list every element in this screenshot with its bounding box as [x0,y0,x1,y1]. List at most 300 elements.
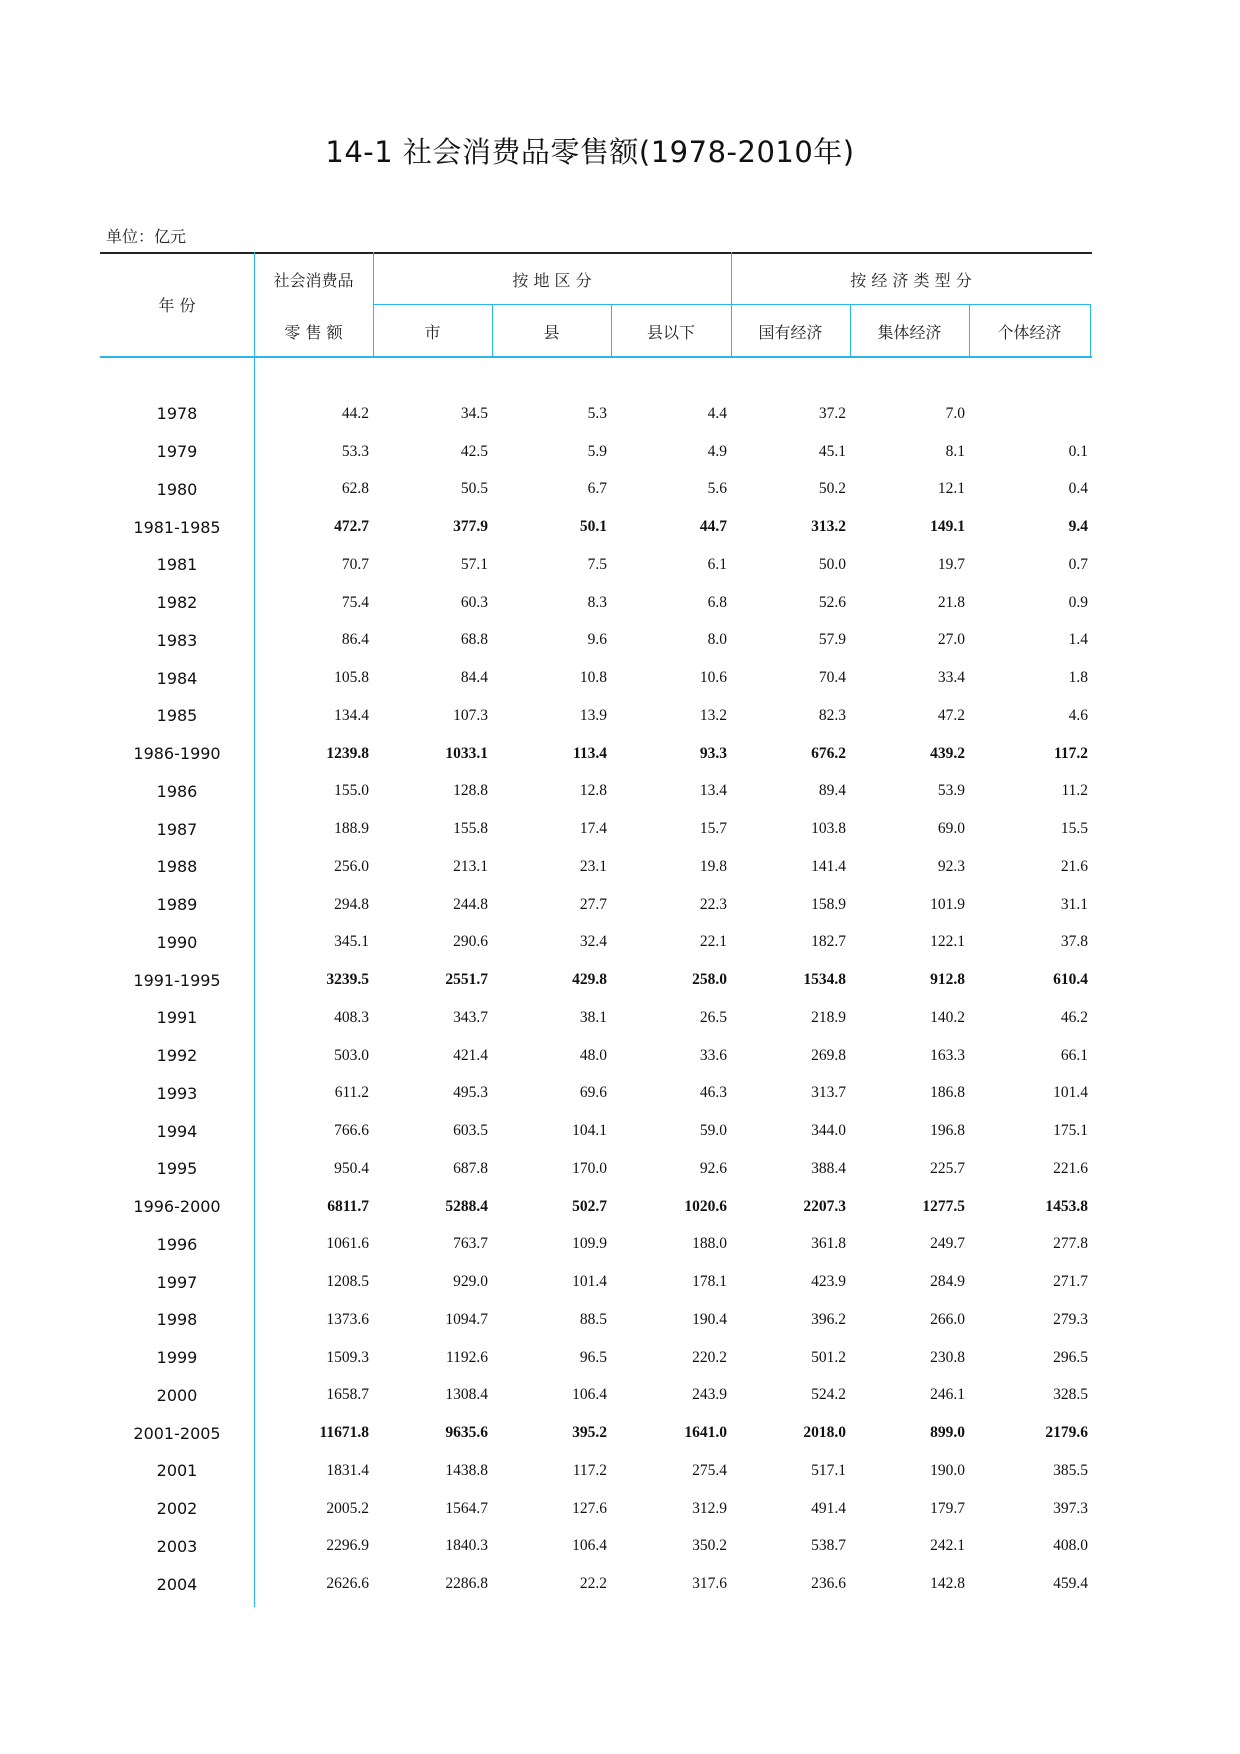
year-cell: 1980 [156,479,198,499]
table-row [100,886,1092,924]
header-county: 县 [543,323,560,342]
individual-cell: 1453.8 [1045,1197,1088,1215]
city-cell: 2286.8 [445,1575,488,1593]
state-owned-cell: 50.0 [818,555,846,573]
individual-cell: 1.4 [1068,631,1088,649]
below-county-cell: 190.4 [692,1310,727,1328]
city-cell: 763.7 [453,1235,488,1253]
collective-cell: 8.1 [945,442,965,460]
collective-cell: 53.9 [937,782,965,800]
year-cell: 1996-2000 [133,1197,221,1217]
collective-cell: 163.3 [930,1046,965,1064]
individual-cell: 397.3 [1053,1499,1088,1517]
year-cell: 1978 [156,404,198,424]
collective-cell: 899.0 [930,1424,965,1442]
below-county-cell: 6.8 [707,593,727,611]
state-owned-cell: 37.2 [818,404,846,422]
header-below-county: 县以下 [646,323,695,342]
city-cell: 495.3 [453,1084,488,1102]
collective-cell: 92.3 [937,857,965,875]
year-cell: 1994 [156,1121,198,1141]
collective-cell: 12.1 [937,480,965,498]
year-cell: 1981 [156,555,198,575]
state-owned-cell: 57.9 [818,631,846,649]
table-row [100,1150,1092,1188]
county-cell: 109.9 [572,1235,607,1253]
individual-cell: 296.5 [1053,1348,1088,1366]
individual-cell: 15.5 [1060,820,1088,838]
county-cell: 9.6 [587,631,607,649]
county-cell: 48.0 [579,1046,607,1064]
table-row [100,395,1092,433]
county-cell: 395.2 [572,1424,607,1442]
header-year: 年 份 [158,296,196,315]
header-divider [1090,304,1091,356]
below-county-cell: 4.9 [707,442,727,460]
below-county-cell: 178.1 [692,1273,727,1291]
county-cell: 106.4 [572,1537,607,1555]
total-retail-cell: 6811.7 [327,1197,369,1215]
table-row [100,1565,1092,1603]
individual-cell: 9.4 [1068,518,1088,536]
county-cell: 13.9 [579,706,607,724]
collective-cell: 47.2 [937,706,965,724]
total-retail-cell: 950.4 [334,1159,369,1177]
city-cell: 1564.7 [445,1499,488,1517]
state-owned-cell: 396.2 [811,1310,846,1328]
page-title: 14-1 社会消费品零售额(1978-2010年) [325,135,855,169]
data-table [100,395,1092,1603]
city-cell: 213.1 [453,857,488,875]
table-row [100,773,1092,811]
total-retail-cell: 766.6 [334,1122,369,1140]
year-cell: 1987 [156,819,198,839]
collective-cell: 69.0 [937,820,965,838]
county-cell: 8.3 [587,593,607,611]
state-owned-cell: 491.4 [811,1499,846,1517]
collective-cell: 249.7 [930,1235,965,1253]
year-cell: 1992 [156,1046,198,1066]
state-owned-cell: 82.3 [818,706,846,724]
city-cell: 421.4 [453,1046,488,1064]
below-county-cell: 258.0 [692,971,727,989]
year-cell: 1986-1990 [133,744,221,764]
below-county-cell: 13.4 [699,782,727,800]
individual-cell: 0.1 [1068,442,1088,460]
table-row [100,1452,1092,1490]
below-county-cell: 243.9 [692,1386,727,1404]
header-bottom-rule [100,356,1092,358]
year-cell: 2003 [156,1536,198,1556]
city-cell: 343.7 [453,1008,488,1026]
individual-cell: 4.6 [1068,706,1088,724]
county-cell: 127.6 [572,1499,607,1517]
individual-cell [969,395,1092,433]
total-retail-cell: 62.8 [341,480,369,498]
collective-cell: 439.2 [930,744,965,762]
header-city: 市 [424,323,441,342]
below-county-cell: 15.7 [699,820,727,838]
state-owned-cell: 361.8 [811,1235,846,1253]
individual-cell: 46.2 [1060,1008,1088,1026]
year-cell: 1981-1985 [133,517,221,537]
city-cell: 603.5 [453,1122,488,1140]
individual-cell: 277.8 [1053,1235,1088,1253]
city-cell: 377.9 [453,518,488,536]
table-row [100,924,1092,962]
year-cell: 1995 [156,1159,198,1179]
state-owned-cell: 423.9 [811,1273,846,1291]
city-cell: 1308.4 [445,1386,488,1404]
county-cell: 429.8 [572,971,607,989]
state-owned-cell: 313.7 [811,1084,846,1102]
total-retail-cell: 53.3 [341,442,369,460]
county-cell: 106.4 [572,1386,607,1404]
individual-cell: 610.4 [1053,971,1088,989]
table-row [100,433,1092,471]
year-cell: 1988 [156,857,198,877]
below-county-cell: 93.3 [699,744,727,762]
individual-cell: 271.7 [1053,1273,1088,1291]
total-retail-cell: 503.0 [334,1046,369,1064]
year-cell: 1996 [156,1234,198,1254]
state-owned-cell: 388.4 [811,1159,846,1177]
table-row [100,546,1092,584]
collective-cell: 33.4 [937,669,965,687]
county-cell: 6.7 [587,480,607,498]
total-retail-cell: 86.4 [341,631,369,649]
individual-cell: 117.2 [1053,744,1088,762]
state-owned-cell: 182.7 [811,933,846,951]
collective-cell: 27.0 [937,631,965,649]
city-cell: 68.8 [460,631,488,649]
city-cell: 2551.7 [445,971,488,989]
state-owned-cell: 344.0 [811,1122,846,1140]
year-cell: 1985 [156,706,198,726]
below-county-cell: 8.0 [707,631,727,649]
header-individual: 个体经济 [997,323,1062,342]
below-county-cell: 46.3 [699,1084,727,1102]
individual-cell: 37.8 [1060,933,1088,951]
state-owned-cell: 2018.0 [803,1424,846,1442]
individual-cell: 11.2 [1061,782,1088,800]
state-owned-cell: 676.2 [811,744,846,762]
individual-cell: 2179.6 [1045,1424,1088,1442]
state-owned-cell: 2207.3 [803,1197,846,1215]
city-cell: 42.5 [460,442,488,460]
total-retail-cell: 70.7 [341,555,369,573]
year-cell: 2000 [156,1385,198,1405]
year-cell: 1999 [156,1348,198,1368]
county-cell: 5.3 [587,404,607,422]
table-row [100,1377,1092,1415]
collective-cell: 149.1 [930,518,965,536]
city-cell: 1192.6 [445,1348,488,1366]
total-retail-cell: 1061.6 [326,1235,369,1253]
state-owned-cell: 52.6 [818,593,846,611]
city-cell: 57.1 [460,555,488,573]
year-cell: 2001-2005 [133,1423,221,1443]
total-retail-cell: 256.0 [334,857,369,875]
state-owned-cell: 236.6 [811,1575,846,1593]
state-owned-cell: 538.7 [811,1537,846,1555]
total-retail-cell: 408.3 [334,1008,369,1026]
county-cell: 96.5 [579,1348,607,1366]
below-county-cell: 220.2 [692,1348,727,1366]
below-county-cell: 33.6 [699,1046,727,1064]
year-cell: 1979 [156,442,198,462]
below-county-cell: 26.5 [699,1008,727,1026]
collective-cell: 242.1 [930,1537,965,1555]
below-county-cell: 19.8 [699,857,727,875]
table-row [100,1490,1092,1528]
state-owned-cell: 50.2 [818,480,846,498]
county-cell: 22.2 [579,1575,607,1593]
collective-cell: 179.7 [930,1499,965,1517]
collective-cell: 190.0 [930,1461,965,1479]
city-cell: 1840.3 [445,1537,488,1555]
individual-cell: 0.4 [1068,480,1088,498]
collective-cell: 912.8 [930,971,965,989]
year-cell: 1991-1995 [133,970,221,990]
individual-cell: 1.8 [1068,669,1088,687]
city-cell: 929.0 [453,1273,488,1291]
table-row [100,1263,1092,1301]
city-cell: 1438.8 [445,1461,488,1479]
county-cell: 170.0 [572,1159,607,1177]
header-collective: 集体经济 [877,323,942,342]
state-owned-cell: 218.9 [811,1008,846,1026]
individual-cell: 408.0 [1053,1537,1088,1555]
table-row [100,848,1092,886]
below-county-cell: 350.2 [692,1537,727,1555]
below-county-cell: 22.3 [699,895,727,913]
individual-cell: 175.1 [1053,1122,1088,1140]
year-cell: 1986 [156,781,198,801]
year-cell: 1989 [156,895,198,915]
table-row [100,584,1092,622]
total-retail-cell: 1208.5 [326,1273,369,1291]
below-county-cell: 1641.0 [684,1424,727,1442]
state-owned-cell: 103.8 [811,820,846,838]
below-county-cell: 1020.6 [684,1197,727,1215]
table-row-subtotal [100,1414,1092,1452]
total-retail-cell: 155.0 [334,782,369,800]
county-cell: 104.1 [572,1122,607,1140]
total-retail-cell: 1373.6 [326,1310,369,1328]
table-row [100,471,1092,509]
county-cell: 7.5 [587,555,607,573]
state-owned-cell: 45.1 [818,442,846,460]
collective-cell: 142.8 [930,1575,965,1593]
city-cell: 50.5 [460,480,488,498]
city-cell: 244.8 [453,895,488,913]
total-retail-cell: 2005.2 [326,1499,369,1517]
total-retail-cell: 11671.8 [319,1424,369,1442]
table-row [100,659,1092,697]
county-cell: 12.8 [579,782,607,800]
county-cell: 17.4 [579,820,607,838]
state-owned-cell: 524.2 [811,1386,846,1404]
individual-cell: 279.3 [1053,1310,1088,1328]
total-retail-cell: 472.7 [334,518,369,536]
total-retail-cell: 188.9 [334,820,369,838]
total-retail-cell: 345.1 [334,933,369,951]
table-row [100,1112,1092,1150]
table-row-subtotal [100,735,1092,773]
county-cell: 113.4 [572,744,607,762]
year-cell: 1990 [156,932,198,952]
city-cell: 5288.4 [445,1197,488,1215]
year-cell: 1997 [156,1272,198,1292]
header-by-econ-type: 按 经 济 类 型 分 [850,271,972,290]
below-county-cell: 59.0 [699,1122,727,1140]
table-row [100,810,1092,848]
data-table-body [100,395,1092,1603]
table-row [100,1075,1092,1113]
year-cell: 1991 [156,1008,198,1028]
below-county-cell: 317.6 [692,1575,727,1593]
collective-cell: 225.7 [930,1159,965,1177]
below-county-cell: 22.1 [699,933,727,951]
year-cell: 1993 [156,1083,198,1103]
city-cell: 60.3 [460,593,488,611]
below-county-cell: 92.6 [699,1159,727,1177]
below-county-cell: 44.7 [699,518,727,536]
below-county-cell: 4.4 [707,404,727,422]
city-cell: 128.8 [453,782,488,800]
collective-cell: 140.2 [930,1008,965,1026]
total-retail-cell: 105.8 [334,669,369,687]
city-cell: 34.5 [460,404,488,422]
individual-cell: 66.1 [1060,1046,1088,1064]
city-cell: 107.3 [453,706,488,724]
state-owned-cell: 158.9 [811,895,846,913]
city-cell: 290.6 [453,933,488,951]
below-county-cell: 5.6 [707,480,727,498]
below-county-cell: 6.1 [707,555,727,573]
city-cell: 1094.7 [445,1310,488,1328]
table-row-subtotal [100,961,1092,999]
total-retail-cell: 3239.5 [326,971,369,989]
county-cell: 10.8 [579,669,607,687]
city-cell: 84.4 [460,669,488,687]
below-county-cell: 275.4 [692,1461,727,1479]
table-row [100,999,1092,1037]
county-cell: 101.4 [572,1273,607,1291]
county-cell: 88.5 [579,1310,607,1328]
individual-cell: 0.7 [1068,555,1088,573]
collective-cell: 230.8 [930,1348,965,1366]
total-retail-cell: 611.2 [334,1084,369,1102]
unit-label: 单位：亿元 [106,227,187,246]
year-cell: 2004 [156,1574,198,1594]
collective-cell: 21.8 [937,593,965,611]
individual-cell: 0.9 [1068,593,1088,611]
collective-cell: 7.0 [945,404,965,422]
total-retail-cell: 2296.9 [326,1537,369,1555]
table-row [100,697,1092,735]
county-cell: 32.4 [579,933,607,951]
individual-cell: 385.5 [1053,1461,1088,1479]
state-owned-cell: 269.8 [811,1046,846,1064]
below-county-cell: 13.2 [699,706,727,724]
state-owned-cell: 70.4 [818,669,846,687]
county-cell: 5.9 [587,442,607,460]
total-retail-cell: 1509.3 [326,1348,369,1366]
collective-cell: 1277.5 [922,1197,965,1215]
individual-cell: 21.6 [1060,857,1088,875]
table-row [100,1301,1092,1339]
table-row [100,1528,1092,1566]
city-cell: 1033.1 [445,744,488,762]
county-cell: 69.6 [579,1084,607,1102]
collective-cell: 246.1 [930,1386,965,1404]
city-cell: 687.8 [453,1159,488,1177]
table-row [100,1037,1092,1075]
year-cell: 1983 [156,630,198,650]
below-county-cell: 10.6 [699,669,727,687]
county-cell: 23.1 [579,857,607,875]
table-top-rule [100,252,1092,254]
state-owned-cell: 89.4 [818,782,846,800]
county-cell: 27.7 [579,895,607,913]
collective-cell: 284.9 [930,1273,965,1291]
year-cell: 1982 [156,593,198,613]
table-row-subtotal [100,1188,1092,1226]
city-cell: 9635.6 [445,1424,488,1442]
collective-cell: 266.0 [930,1310,965,1328]
state-owned-cell: 501.2 [811,1348,846,1366]
county-cell: 50.1 [579,518,607,536]
header-subrule [373,304,1091,305]
state-owned-cell: 1534.8 [803,971,846,989]
collective-cell: 101.9 [930,895,965,913]
header-state-owned: 国有经济 [758,323,823,342]
total-retail-cell: 294.8 [334,895,369,913]
year-cell: 2001 [156,1461,198,1481]
city-cell: 155.8 [453,820,488,838]
total-retail-cell: 2626.6 [326,1575,369,1593]
total-retail-cell: 44.2 [341,404,369,422]
below-county-cell: 188.0 [692,1235,727,1253]
county-cell: 502.7 [572,1197,607,1215]
county-cell: 117.2 [572,1461,607,1479]
individual-cell: 221.6 [1053,1159,1088,1177]
individual-cell: 328.5 [1053,1386,1088,1404]
individual-cell: 459.4 [1053,1575,1088,1593]
collective-cell: 122.1 [930,933,965,951]
total-retail-cell: 75.4 [341,593,369,611]
header-by-region: 按 地 区 分 [512,271,592,290]
table-row [100,1339,1092,1377]
collective-cell: 186.8 [930,1084,965,1102]
state-owned-cell: 517.1 [811,1461,846,1479]
year-cell: 1998 [156,1310,198,1330]
year-cell: 1984 [156,668,198,688]
total-retail-cell: 134.4 [334,706,369,724]
total-retail-cell: 1239.8 [326,744,369,762]
table-row [100,1226,1092,1264]
collective-cell: 196.8 [930,1122,965,1140]
individual-cell: 101.4 [1053,1084,1088,1102]
state-owned-cell: 313.2 [811,518,846,536]
below-county-cell: 312.9 [692,1499,727,1517]
header-total-bottom: 零 售 额 [284,323,343,342]
county-cell: 38.1 [579,1008,607,1026]
individual-cell: 31.1 [1060,895,1088,913]
total-retail-cell: 1658.7 [326,1386,369,1404]
